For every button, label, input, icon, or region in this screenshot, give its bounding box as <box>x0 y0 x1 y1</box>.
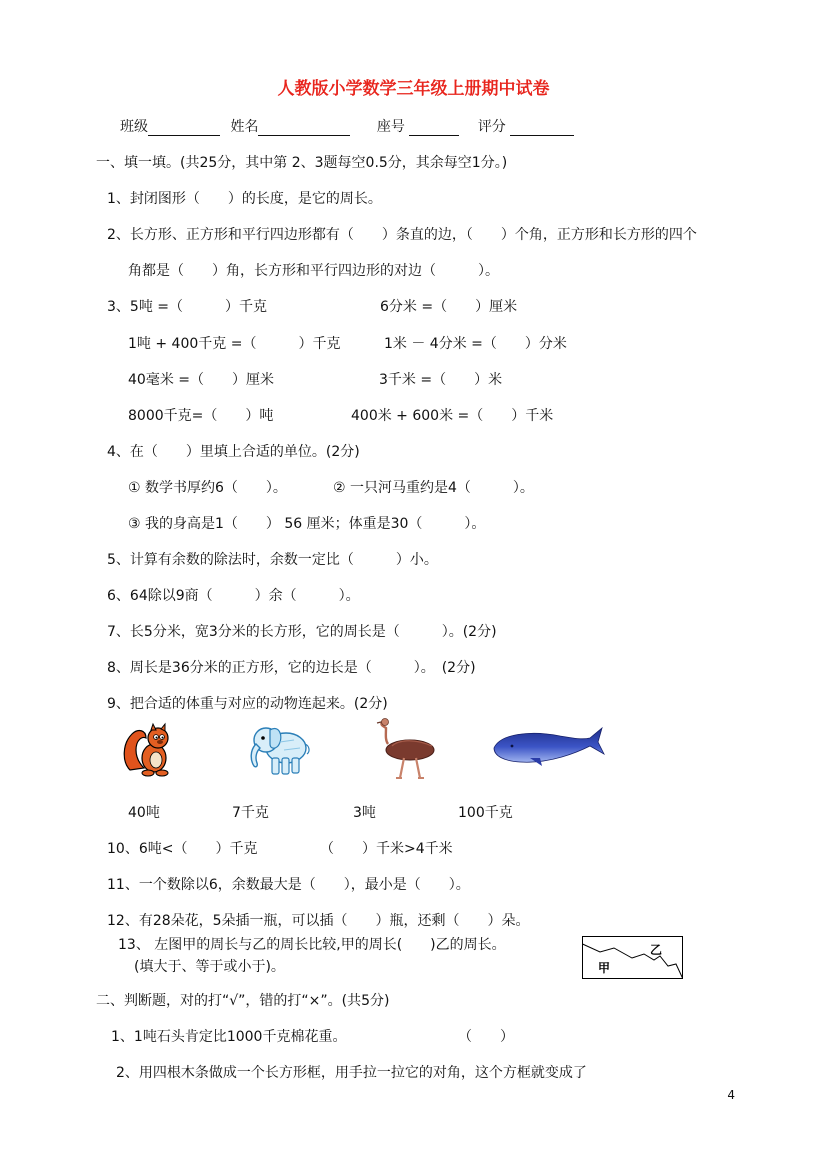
question-13-line2: (填大于、等于或小于)。 <box>134 959 285 975</box>
seat-label: 座号 <box>376 119 405 135</box>
weight-option-1: 40吨 <box>128 805 160 821</box>
question-5: 5、计算有余数的除法时，余数一定比（ ）小。 <box>107 552 438 568</box>
weight-option-4: 100千克 <box>458 805 513 821</box>
class-label: 班级 <box>120 119 148 135</box>
question-10-part2: （ ）千米>4千米 <box>320 841 453 857</box>
question-4: 4、在（ ）里填上合适的单位。(2分) <box>107 444 360 460</box>
question-8: 8、周长是36分米的正方形，它的边长是（ ）。 (2分) <box>107 660 476 676</box>
score-blank[interactable] <box>510 121 574 136</box>
question-3-item5: 40毫米 =（ ）厘米 <box>128 372 274 388</box>
student-info-row <box>120 116 580 136</box>
class-blank[interactable] <box>148 121 220 136</box>
question-3-item1: 3、5吨 =（ ）千克 <box>107 299 267 315</box>
score-label: 评分 <box>477 119 506 135</box>
perimeter-figure <box>582 936 684 980</box>
judge-question-1-answer[interactable]: （ ） <box>458 1029 514 1045</box>
question-7: 7、长5分米，宽3分米的长方形，它的周长是（ ）。(2分) <box>107 624 497 640</box>
question-3-item3: 1吨 + 400千克 =（ ）千克 <box>128 336 341 352</box>
question-10-part1: 10、6吨<（ ）千克 <box>107 841 258 857</box>
question-13-line1: 13、 左图甲的周长与乙的周长比较,甲的周长( )乙的周长。 <box>118 937 506 953</box>
question-2-line2: 角都是（ ）角，长方形和平行四边形的对边（ ）。 <box>128 263 499 279</box>
name-label: 姓名 <box>230 119 259 135</box>
question-3-item8: 400米 + 600米 =（ ）千米 <box>351 408 554 424</box>
seat-blank[interactable] <box>409 121 459 136</box>
elephant-illustration <box>244 720 312 778</box>
question-6: 6、64除以9商（ ）余（ ）。 <box>107 588 360 604</box>
question-4-part1: ① 数学书厚约6（ ）。 <box>128 480 287 496</box>
question-1: 1、封闭图形（ ）的长度，是它的周长。 <box>107 191 382 207</box>
question-11: 11、一个数除以6，余数最大是（ ），最小是（ ）。 <box>107 877 470 893</box>
question-12: 12、有28朵花，5朵插一瓶，可以插（ ）瓶，还剩（ ）朵。 <box>107 913 530 929</box>
section1-heading: 一、填一填。(共25分，其中第 2、3题每空0.5分，其余每空1分。) <box>96 155 508 171</box>
section2-heading: 二、判断题，对的打“√”，错的打“×”。(共5分) <box>96 993 390 1009</box>
judge-question-1: 1、1吨石头肯定比1000千克棉花重。 <box>111 1029 347 1045</box>
weight-option-3: 3吨 <box>353 805 376 821</box>
figure-label-jia: 甲 <box>598 961 611 975</box>
whale-illustration <box>490 722 606 770</box>
page-number: 4 <box>727 1088 735 1102</box>
question-9: 9、把合适的体重与对应的动物连起来。(2分) <box>107 696 388 712</box>
question-3-item7: 8000千克=（ ）吨 <box>128 408 274 424</box>
question-4-part2: ② 一只河马重约是4（ ）。 <box>333 480 534 496</box>
squirrel-illustration <box>120 722 176 778</box>
question-3-item6: 3千米 =（ ）米 <box>379 372 503 388</box>
ostrich-illustration <box>374 716 444 780</box>
page-title: 人教版小学数学三年级上册期中试卷 <box>277 79 550 99</box>
weight-option-2: 7千克 <box>232 805 269 821</box>
question-2-line1: 2、长方形、正方形和平行四边形都有（ ）条直的边，（ ）个角，正方形和长方形的四个 <box>107 227 697 243</box>
question-4-part3: ③ 我的身高是1（ ） 56 厘米；体重是30（ ）。 <box>128 516 486 532</box>
figure-label-yi: 乙 <box>650 943 663 957</box>
question-3-item2: 6分米 =（ ）厘米 <box>380 299 518 315</box>
question-3-item4: 1米 － 4分米 =（ ）分米 <box>384 336 567 352</box>
name-blank[interactable] <box>258 121 350 136</box>
judge-question-2: 2、用四根木条做成一个长方形框，用手拉一拉它的对角，这个方框就变成了 <box>116 1065 587 1081</box>
